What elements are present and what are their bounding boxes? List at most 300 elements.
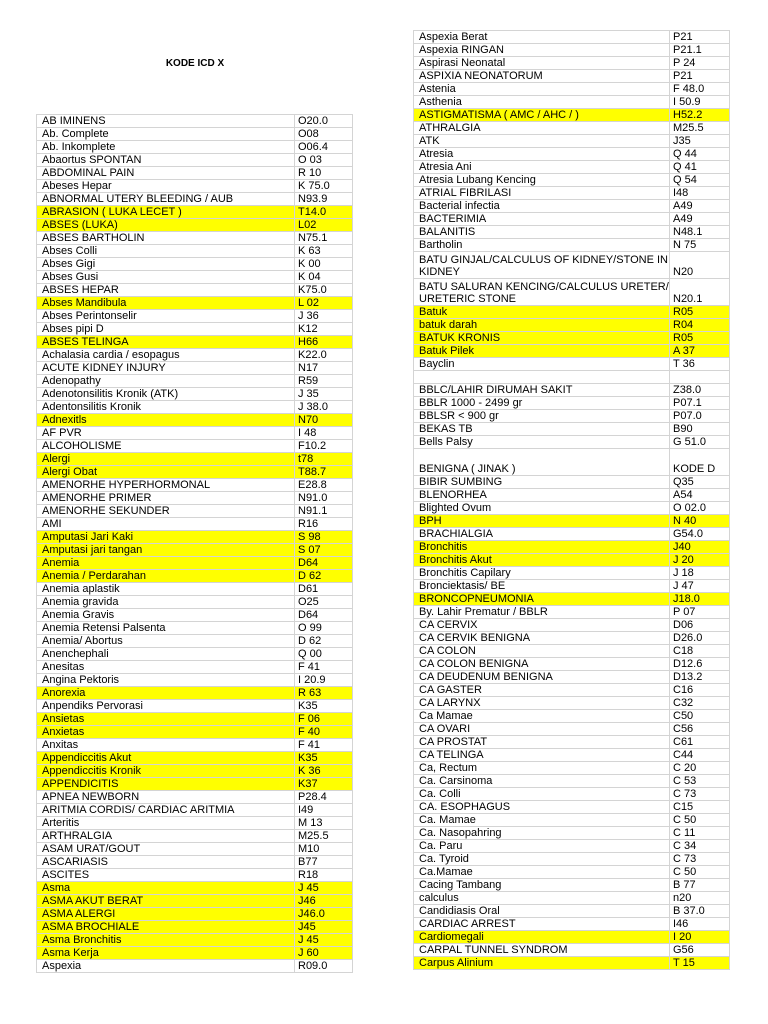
icd-row [37,778,353,791]
icd-row [414,397,730,410]
icd-code: t78 [295,453,353,466]
diagnosis-name: Alergi [37,453,295,466]
diagnosis-name: Achalasia cardia / esopagus [37,349,295,362]
icd-row [414,213,730,226]
diagnosis-name: CA LARYNX [414,697,670,710]
diagnosis-name: ASMA ALERGI [37,908,295,921]
icd-code: J45 [295,921,353,934]
diagnosis-name: Batuk [414,306,670,319]
icd-code: S 98 [295,531,353,544]
icd-row [37,336,353,349]
icd-code: T14.0 [295,206,353,219]
icd-row [414,489,730,502]
diagnosis-name: Angina Pektoris [37,674,295,687]
diagnosis-name: BRONCOPNEUMONIA [414,593,670,606]
icd-code: D64 [295,557,353,570]
diagnosis-name: Amputasi jari tangan [37,544,295,557]
icd-code: I 50.9 [670,96,730,109]
icd-row [37,544,353,557]
icd-row [37,557,353,570]
icd-row [414,931,730,944]
icd-row [414,83,730,96]
diagnosis-name: Ca, Rectum [414,762,670,775]
icd-code: H66 [295,336,353,349]
icd-row [37,700,353,713]
icd-code: J35 [670,135,730,148]
icd-code: N75.1 [295,232,353,245]
icd-code: O25 [295,596,353,609]
icd-code: C18 [670,645,730,658]
icd-code: N20 [670,252,730,279]
icd-row [414,736,730,749]
icd-row [37,167,353,180]
diagnosis-name: Aspirasi Neonatal [414,57,670,70]
icd-code: K35 [295,752,353,765]
icd-row [414,866,730,879]
diagnosis-name: Batuk Pilek [414,345,670,358]
diagnosis-name: Ca. Paru [414,840,670,853]
icd-row [37,414,353,427]
diagnosis-name: AF PVR [37,427,295,440]
icd-row [414,371,730,384]
diagnosis-name: Anemia [37,557,295,570]
diagnosis-name: ASMA AKUT BERAT [37,895,295,908]
diagnosis-name: BALANITIS [414,226,670,239]
icd-code: O06.4 [295,141,353,154]
diagnosis-name: Appendiccitis Kronik [37,765,295,778]
diagnosis-name: Candidiasis Oral [414,905,670,918]
icd-code: J46 [295,895,353,908]
diagnosis-name: BBLC/LAHIR DIRUMAH SAKIT [414,384,670,397]
icd-row [37,518,353,531]
icd-code: D26.0 [670,632,730,645]
icd-code: B90 [670,423,730,436]
diagnosis-name: ATRIAL FIBRILASI [414,187,670,200]
icd-code: D06 [670,619,730,632]
icd-code: F 48.0 [670,83,730,96]
icd-row [37,609,353,622]
diagnosis-name: Anemia Retensi Palsenta [37,622,295,635]
icd-code: E28.8 [295,479,353,492]
icd-row [414,645,730,658]
diagnosis-name: Bacterial infectia [414,200,670,213]
diagnosis-name: Ca Mamae [414,710,670,723]
icd-code: C15 [670,801,730,814]
icd-code: J 60 [295,947,353,960]
icd-code: R59 [295,375,353,388]
icd-row [414,684,730,697]
icd-code: P07.1 [670,397,730,410]
icd-row [37,869,353,882]
icd-row [37,570,353,583]
icd-code: J18.0 [670,593,730,606]
diagnosis-name: CA OVARI [414,723,670,736]
icd-row [37,453,353,466]
icd-row [37,505,353,518]
diagnosis-name: Bells Palsy [414,436,670,449]
diagnosis-name: CA COLON BENIGNA [414,658,670,671]
icd-row [414,814,730,827]
icd-code: F 06 [295,713,353,726]
icd-code: J 47 [670,580,730,593]
diagnosis-name: ARTHRALGIA [37,830,295,843]
diagnosis-name: CARPAL TUNNEL SYNDROM [414,944,670,957]
icd-row [414,345,730,358]
diagnosis-name: Amputasi Jari Kaki [37,531,295,544]
diagnosis-name: Atresia Lubang Kencing [414,174,670,187]
icd-code: K22.0 [295,349,353,362]
diagnosis-name [414,371,670,384]
diagnosis-name: Asma [37,882,295,895]
diagnosis-name: Astenia [414,83,670,96]
diagnosis-name: Atresia Ani [414,161,670,174]
diagnosis-name: BRACHIALGIA [414,528,670,541]
icd-code: R18 [295,869,353,882]
icd-code: K37 [295,778,353,791]
diagnosis-name: Ab. Complete [37,128,295,141]
diagnosis-name: Anxitas [37,739,295,752]
icd-code: P21 [670,31,730,44]
diagnosis-name: Anemia / Perdarahan [37,570,295,583]
icd-row [37,492,353,505]
icd-code: K 63 [295,245,353,258]
icd-row [414,723,730,736]
document-title: KODE ICD X [165,58,225,69]
icd-row [414,801,730,814]
icd-table-right [413,30,730,970]
icd-row [414,226,730,239]
icd-row [37,817,353,830]
icd-row [37,596,353,609]
diagnosis-name: ATK [414,135,670,148]
diagnosis-name: Bartholin [414,239,670,252]
diagnosis-name: Abses pipi D [37,323,295,336]
icd-code: N91.1 [295,505,353,518]
diagnosis-name: Anemia Gravis [37,609,295,622]
icd-row [37,843,353,856]
icd-row [414,853,730,866]
icd-code: G56 [670,944,730,957]
icd-code: K35 [295,700,353,713]
diagnosis-name: Adnexitls [37,414,295,427]
diagnosis-name: Carpus Alinium [414,957,670,970]
icd-row [414,70,730,83]
icd-row [414,306,730,319]
diagnosis-name: Bronchitis [414,541,670,554]
diagnosis-name: Anemia aplastik [37,583,295,596]
icd-row [414,476,730,489]
icd-row [414,528,730,541]
diagnosis-name: Abses Mandibula [37,297,295,310]
icd-code: J 18 [670,567,730,580]
icd-code: C 53 [670,775,730,788]
icd-code: C50 [670,710,730,723]
icd-code: O 99 [295,622,353,635]
diagnosis-name: Asma Kerja [37,947,295,960]
icd-code: N70 [295,414,353,427]
diagnosis-name: BACTERIMIA [414,213,670,226]
icd-code: J40 [670,541,730,554]
icd-row [414,148,730,161]
diagnosis-name: BENIGNA ( JINAK ) [414,449,670,476]
icd-row [37,245,353,258]
icd-code: P 24 [670,57,730,70]
icd-code: J 35 [295,388,353,401]
diagnosis-name: CARDIAC ARREST [414,918,670,931]
icd-row [37,193,353,206]
icd-row [37,661,353,674]
diagnosis-name: Bronciektasis/ BE [414,580,670,593]
icd-row [414,502,730,515]
diagnosis-name: BATU SALURAN KENCING/CALCULUS URETER/ URETERIC STONE [414,279,670,306]
icd-row [414,31,730,44]
icd-row [414,358,730,371]
icd-code: L 02 [295,297,353,310]
icd-code: C44 [670,749,730,762]
diagnosis-name: ABDOMINAL PAIN [37,167,295,180]
diagnosis-name: calculus [414,892,670,905]
diagnosis-name: ACUTE KIDNEY INJURY [37,362,295,375]
diagnosis-name: ASPIXIA NEONATORUM [414,70,670,83]
icd-code: C 34 [670,840,730,853]
diagnosis-name: Bronchitis Capilary [414,567,670,580]
icd-code: O 02.0 [670,502,730,515]
icd-row [37,349,353,362]
icd-row [414,279,730,306]
diagnosis-name: CA. ESOPHAGUS [414,801,670,814]
icd-row [414,710,730,723]
icd-code: N20.1 [670,279,730,306]
icd-code: O08 [295,128,353,141]
icd-code: R 63 [295,687,353,700]
icd-row [37,466,353,479]
icd-row [414,957,730,970]
icd-code: I 20 [670,931,730,944]
icd-code: C 50 [670,814,730,827]
icd-code: Q 41 [670,161,730,174]
icd-row [414,135,730,148]
icd-code: L02 [295,219,353,232]
icd-row [414,697,730,710]
icd-row [414,918,730,931]
diagnosis-name: Ca. Carsinoma [414,775,670,788]
icd-code: A49 [670,213,730,226]
diagnosis-name: Abaortus SPONTAN [37,154,295,167]
diagnosis-name: Asthenia [414,96,670,109]
icd-code: Q 54 [670,174,730,187]
icd-row [414,384,730,397]
diagnosis-name: Ca. Nasopahring [414,827,670,840]
diagnosis-name: Ca. Tyroid [414,853,670,866]
icd-code: D61 [295,583,353,596]
icd-row [414,252,730,279]
diagnosis-name: Arteritis [37,817,295,830]
diagnosis-name: Blighted Ovum [414,502,670,515]
icd-code: T 15 [670,957,730,970]
icd-code: D13.2 [670,671,730,684]
icd-row [414,593,730,606]
icd-row [414,775,730,788]
icd-row [414,239,730,252]
icd-code: N 40 [670,515,730,528]
icd-code: P28.4 [295,791,353,804]
icd-code: C56 [670,723,730,736]
icd-row [414,749,730,762]
icd-row [414,892,730,905]
icd-code: C 73 [670,853,730,866]
diagnosis-name: Aspexia [37,960,295,973]
diagnosis-name: BBLSR < 900 gr [414,410,670,423]
icd-code: T88.7 [295,466,353,479]
icd-code: J46.0 [295,908,353,921]
diagnosis-name: ARITMIA CORDIS/ CARDIAC ARITMIA [37,804,295,817]
diagnosis-name: ASTIGMATISMA ( AMC / AHC / ) [414,109,670,122]
icd-row [414,410,730,423]
diagnosis-name: ABNORMAL UTERY BLEEDING / AUB [37,193,295,206]
icd-row [414,944,730,957]
icd-row [414,671,730,684]
icd-row [37,635,353,648]
icd-code: S 07 [295,544,353,557]
icd-code: P21.1 [670,44,730,57]
diagnosis-name: ABSES TELINGA [37,336,295,349]
icd-row [414,567,730,580]
diagnosis-name: Aspexia Berat [414,31,670,44]
icd-row [414,905,730,918]
icd-row [414,879,730,892]
icd-row [414,200,730,213]
icd-row [414,187,730,200]
icd-row [37,232,353,245]
icd-row [37,765,353,778]
icd-code: K 00 [295,258,353,271]
icd-row [37,947,353,960]
icd-code: D 62 [295,570,353,583]
diagnosis-name: CA GASTER [414,684,670,697]
icd-code: n20 [670,892,730,905]
diagnosis-name: Bronchitis Akut [414,554,670,567]
icd-code: C 73 [670,788,730,801]
icd-code: F 40 [295,726,353,739]
icd-code: T 36 [670,358,730,371]
icd-row [37,206,353,219]
icd-row [414,606,730,619]
icd-code: G54.0 [670,528,730,541]
diagnosis-name: CA PROSTAT [414,736,670,749]
icd-code: KODE D [670,449,730,476]
diagnosis-name: CA CERVIX [414,619,670,632]
icd-code: Q 44 [670,148,730,161]
icd-code: I 20.9 [295,674,353,687]
icd-code: J 45 [295,934,353,947]
icd-code [670,371,730,384]
diagnosis-name: BLENORHEA [414,489,670,502]
icd-row [37,531,353,544]
icd-row [37,479,353,492]
icd-code: R09.0 [295,960,353,973]
icd-code: A 37 [670,345,730,358]
diagnosis-name: CA CERVIK BENIGNA [414,632,670,645]
icd-code: K12 [295,323,353,336]
icd-code: I48 [670,187,730,200]
icd-code: R16 [295,518,353,531]
diagnosis-name: Adenotonsilitis Kronik (ATK) [37,388,295,401]
icd-row [414,122,730,135]
icd-code: R04 [670,319,730,332]
icd-row [414,449,730,476]
diagnosis-name: Anemia gravida [37,596,295,609]
icd-code: K 75.0 [295,180,353,193]
diagnosis-name: Abses Gusi [37,271,295,284]
diagnosis-name: Anesitas [37,661,295,674]
diagnosis-name: Ca. Mamae [414,814,670,827]
icd-code: P07.0 [670,410,730,423]
diagnosis-name: ABRASION ( LUKA LECET ) [37,206,295,219]
diagnosis-name: By. Lahir Prematur / BBLR [414,606,670,619]
diagnosis-name: BPH [414,515,670,528]
icd-row [414,632,730,645]
icd-code: B77 [295,856,353,869]
icd-row [37,375,353,388]
diagnosis-name: Alergi Obat [37,466,295,479]
diagnosis-name: AMI [37,518,295,531]
icd-row [37,427,353,440]
icd-row [414,423,730,436]
icd-row [37,882,353,895]
icd-row [37,115,353,128]
diagnosis-name: AB IMINENS [37,115,295,128]
icd-row [414,319,730,332]
icd-row [37,388,353,401]
diagnosis-name: AMENORHE HYPERHORMONAL [37,479,295,492]
icd-table-left [36,114,353,973]
diagnosis-name: batuk darah [414,319,670,332]
icd-code: C 20 [670,762,730,775]
diagnosis-name: Adentonsilitis Kronik [37,401,295,414]
icd-row [414,788,730,801]
diagnosis-name: ASAM URAT/GOUT [37,843,295,856]
diagnosis-name: BEKAS TB [414,423,670,436]
icd-row [37,895,353,908]
diagnosis-name: CA COLON [414,645,670,658]
diagnosis-name: ALCOHOLISME [37,440,295,453]
icd-code: A49 [670,200,730,213]
icd-row [37,128,353,141]
icd-code: K 36 [295,765,353,778]
diagnosis-name: Aspexia RINGAN [414,44,670,57]
icd-code: C 11 [670,827,730,840]
icd-row [414,436,730,449]
icd-row [37,830,353,843]
icd-code: N17 [295,362,353,375]
icd-row [37,440,353,453]
icd-row [414,161,730,174]
icd-code: D12.6 [670,658,730,671]
icd-row [37,258,353,271]
icd-row [37,856,353,869]
icd-row [414,762,730,775]
icd-code: A54 [670,489,730,502]
icd-code: B 37.0 [670,905,730,918]
icd-row [414,840,730,853]
icd-code: K75.0 [295,284,353,297]
diagnosis-name: ASCARIASIS [37,856,295,869]
icd-code: J 36 [295,310,353,323]
icd-code: I49 [295,804,353,817]
icd-row [37,791,353,804]
icd-row [414,827,730,840]
icd-row [414,554,730,567]
